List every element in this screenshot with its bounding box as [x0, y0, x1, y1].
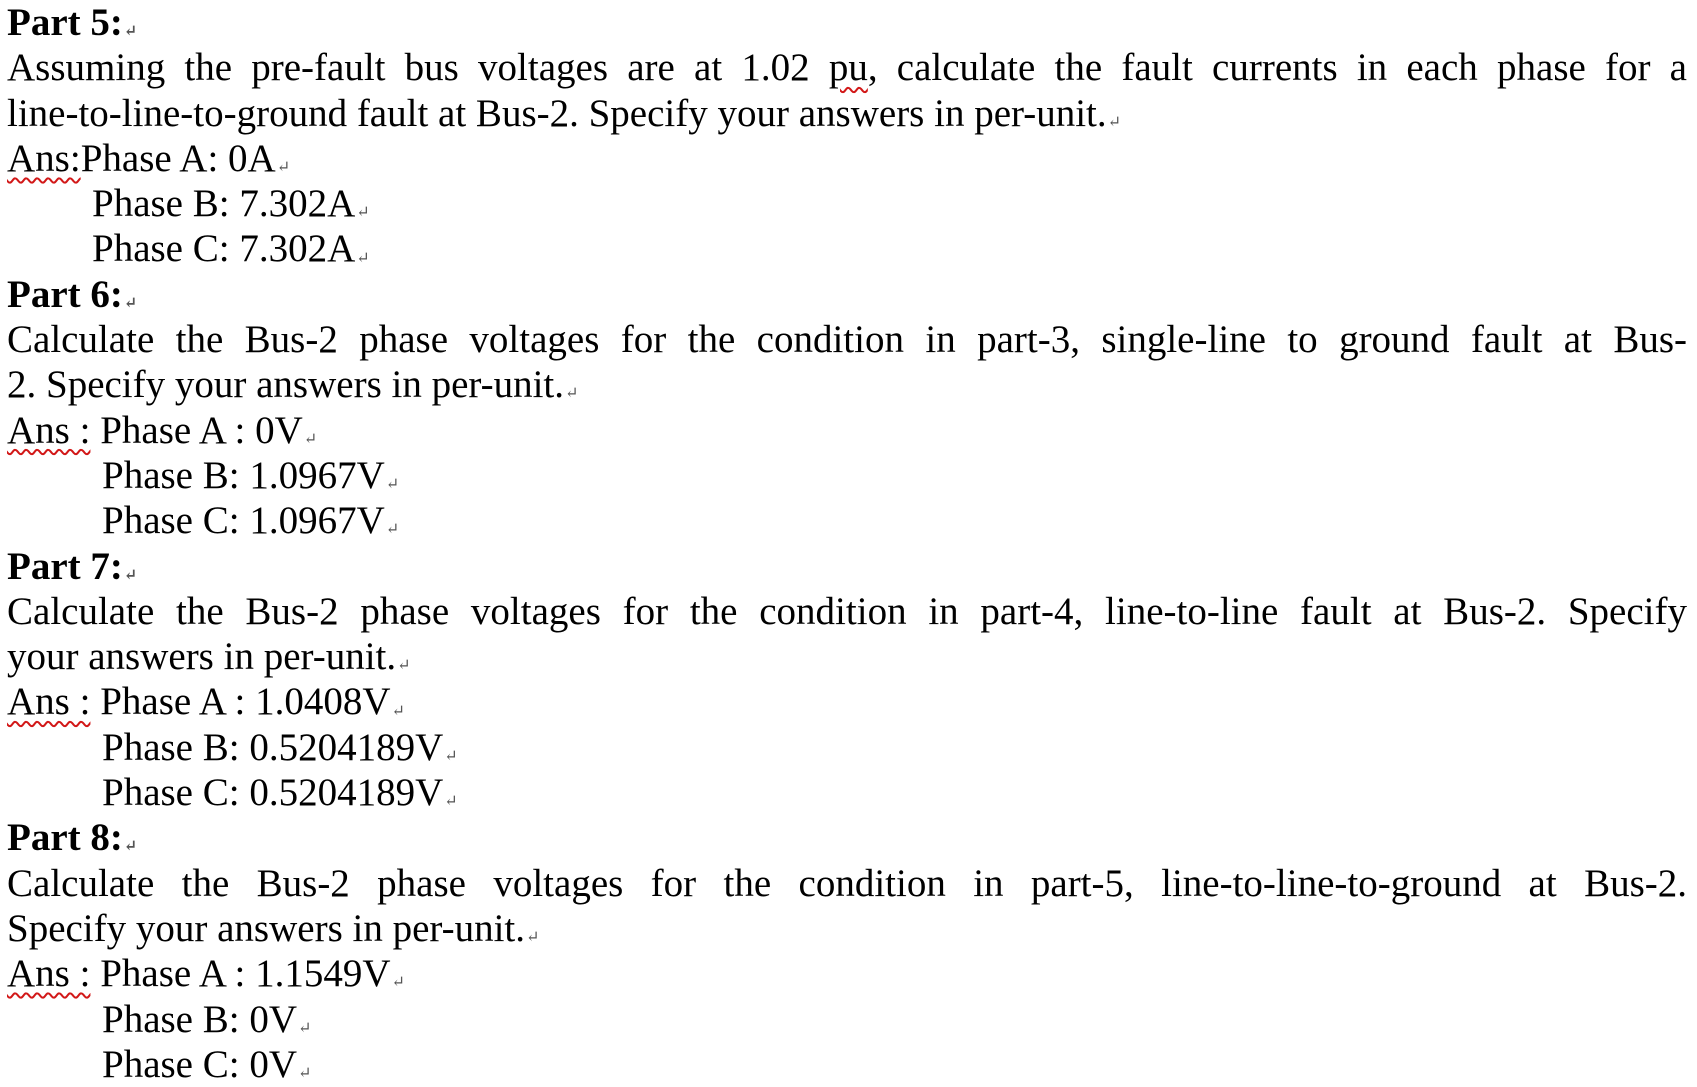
answer-prefix: Ans:	[7, 136, 81, 180]
part-7-answer-a: Ans : Phase A : 1.0408V↵	[7, 680, 405, 724]
part-6-answer-b: Phase B: 1.0967V↵	[102, 453, 400, 497]
document-body	[7, 0, 1687, 1087]
paragraph-mark-icon: ↵	[356, 204, 370, 222]
paragraph-mark-icon: ↵	[303, 430, 318, 448]
part-7-answer-c: Phase C: 0.5204189V↵	[102, 771, 458, 815]
paragraph-mark-icon: ↵	[397, 657, 411, 675]
paragraph-mark-icon: ↵	[298, 1064, 312, 1082]
part-6-answer-c: Phase C: 1.0967V↵	[102, 499, 400, 543]
paragraph-mark-icon: ↵	[356, 249, 370, 267]
paragraph-mark-icon: ↵	[391, 702, 405, 720]
part-5-answer-c: Phase C: 7.302A↵	[92, 227, 370, 271]
part-8-answer-c: Phase C: 0V↵	[102, 1042, 312, 1086]
part-5-question-line-1: Assuming the pre-fault bus voltages are at 1.02 pu, calculate the fault currents in each phase for a	[7, 46, 1687, 90]
paragraph-mark-icon: ↵	[526, 928, 540, 946]
answer-prefix: Ans :	[7, 680, 91, 724]
part-6-heading: Part 6:↵	[7, 272, 138, 316]
part-8-heading: Part 8:↵	[7, 816, 138, 860]
part-7-answer-b: Phase B: 0.5204189V↵	[102, 725, 458, 769]
part-7-heading: Part 7:↵	[7, 544, 138, 588]
paragraph-mark-icon: ↵	[123, 566, 138, 584]
paragraph-mark-icon: ↵	[298, 1019, 312, 1037]
paragraph-mark-icon: ↵	[1107, 113, 1122, 131]
part-6-answer-a: Ans : Phase A : 0V↵	[7, 408, 318, 452]
part-5-answer-b: Phase B: 7.302A↵	[92, 182, 370, 226]
paragraph-mark-icon: ↵	[385, 521, 400, 539]
part-6-question-line-2: 2. Specify your answers in per-unit.↵	[7, 363, 579, 407]
paragraph-mark-icon: ↵	[444, 747, 458, 765]
part-5-heading: Part 5:↵	[7, 1, 138, 44]
paragraph-mark-icon: ↵	[565, 385, 579, 403]
part-8-question-line-2: Specify your answers in per-unit.↵	[7, 906, 540, 950]
paragraph-mark-icon: ↵	[276, 158, 291, 176]
part-6-question-line-1: Calculate the Bus-2 phase voltages for the condition in part-3, single-line to ground fault at Bus-	[7, 318, 1687, 362]
part-7-question-line-2: your answers in per-unit.↵	[7, 635, 411, 679]
paragraph-mark-icon: ↵	[123, 294, 138, 312]
part-5-question-line-2: line-to-line-to-ground fault at Bus-2. Specify your answers in per-unit.↵	[7, 91, 1122, 135]
answer-prefix: Ans :	[7, 952, 91, 996]
spellcheck-flag: pu	[828, 46, 868, 90]
paragraph-mark-icon: ↵	[444, 793, 458, 811]
paragraph-mark-icon: ↵	[123, 838, 138, 856]
part-8-answer-b: Phase B: 0V↵	[102, 997, 312, 1041]
paragraph-mark-icon: ↵	[391, 974, 405, 992]
part-5-answer-a: Ans:Phase A: 0A↵	[7, 136, 291, 180]
part-7-question-line-1: Calculate the Bus-2 phase voltages for the condition in part-4, line-to-line fault at Bus-2. Specify	[7, 589, 1687, 633]
part-8-answer-a: Ans : Phase A : 1.1549V↵	[7, 952, 405, 996]
part-8-question-line-1: Calculate the Bus-2 phase voltages for the condition in part-5, line-to-line-to-ground at Bus-2.	[7, 861, 1687, 905]
paragraph-mark-icon: ↵	[123, 23, 138, 41]
answer-prefix: Ans :	[7, 408, 91, 452]
paragraph-mark-icon: ↵	[385, 476, 400, 494]
